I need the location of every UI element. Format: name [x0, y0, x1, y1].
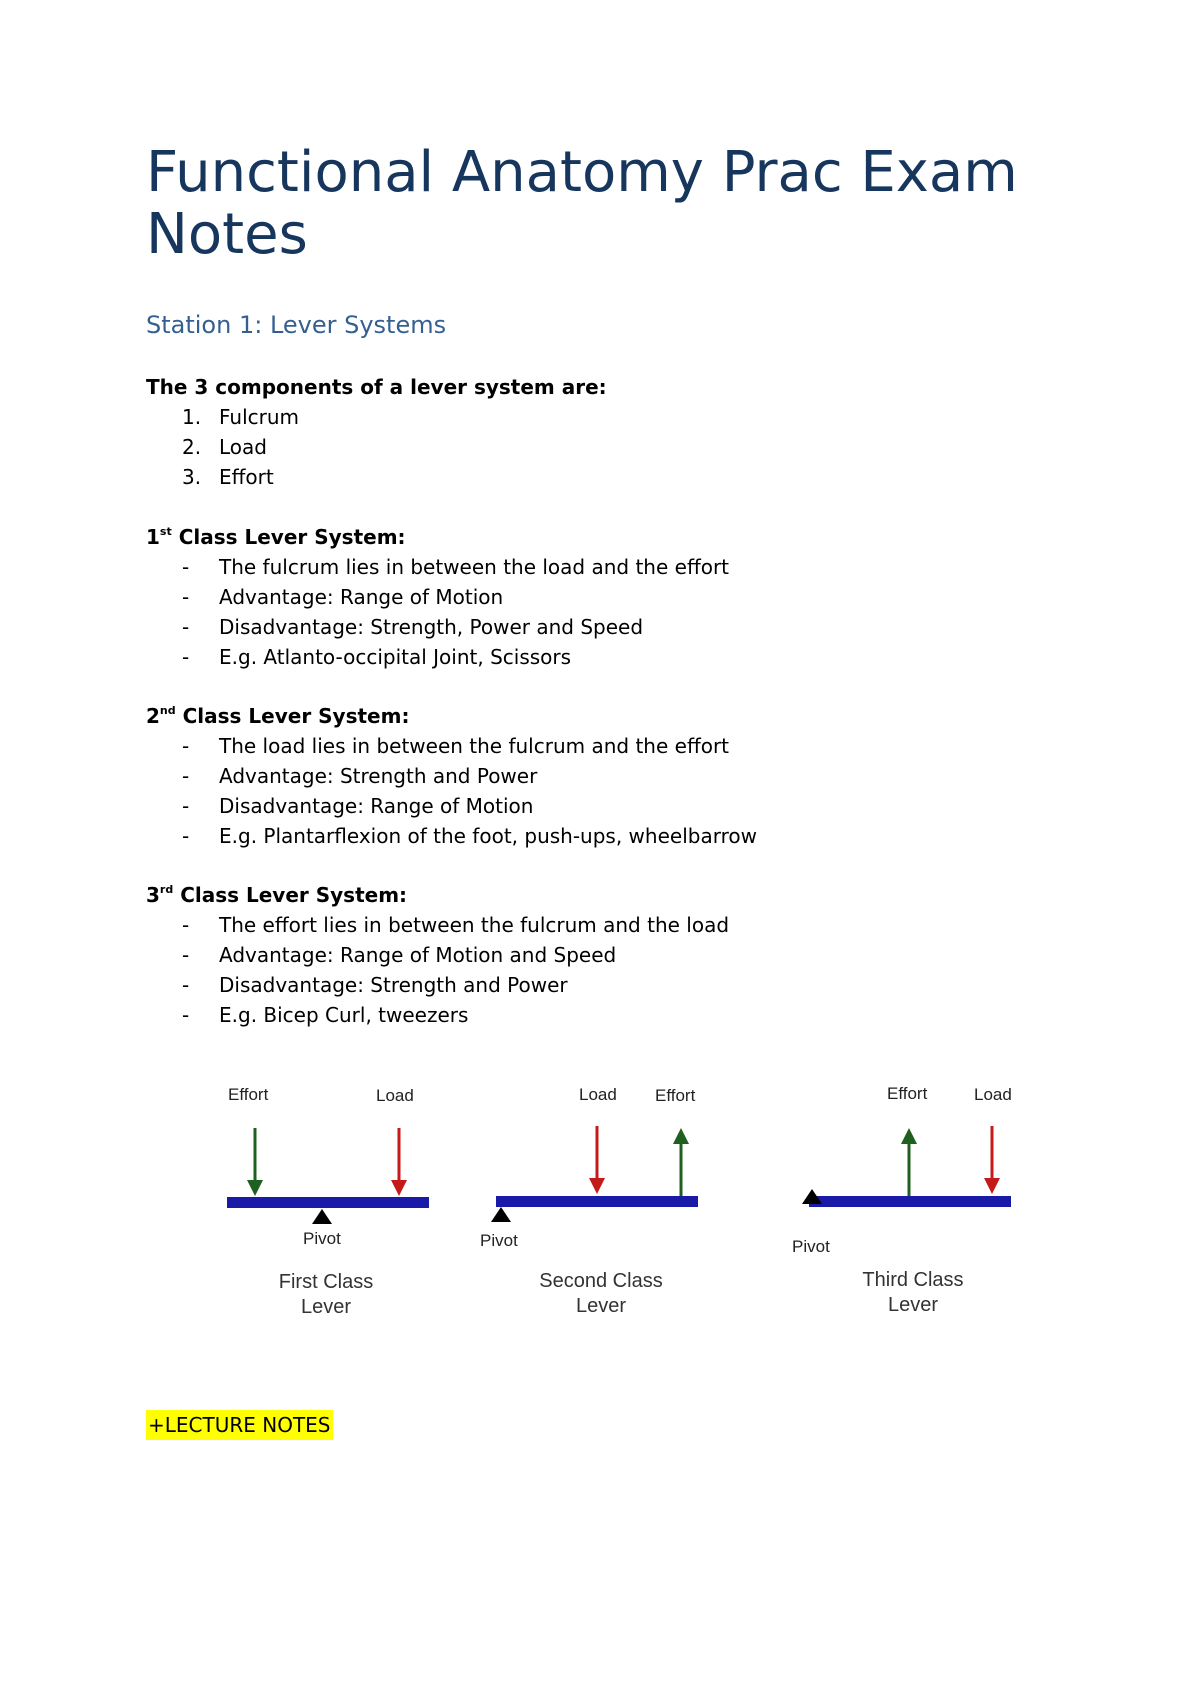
list-item-text: Disadvantage: Range of Motion [219, 794, 534, 818]
class-heading-text: Class Lever System: [171, 525, 406, 549]
list-marker: - [182, 973, 190, 997]
list-item [146, 940, 1096, 970]
diagram-caption: Second Class [539, 1270, 663, 1292]
list-item [146, 462, 1096, 492]
list-marker: 1. [182, 405, 202, 429]
components-section [146, 372, 1096, 492]
load-arrow [391, 1128, 407, 1196]
pivot-triangle [491, 1207, 511, 1222]
list-item-text: Advantage: Range of Motion [219, 585, 504, 609]
list-marker: 3. [182, 465, 202, 489]
second-class-heading [146, 701, 1096, 731]
list-marker: - [182, 734, 190, 758]
load-label: Load [974, 1085, 1012, 1104]
effort-arrow [673, 1128, 689, 1196]
lever-beam [809, 1196, 1011, 1207]
class-ordinal: rd [159, 883, 174, 896]
station-heading: Station 1: Lever Systems [146, 311, 447, 339]
class-ordinal: st [159, 525, 172, 538]
load-arrow [589, 1126, 605, 1194]
list-item [146, 910, 1096, 940]
list-marker: - [182, 764, 190, 788]
load-label: Load [579, 1085, 617, 1104]
diagram-caption: Third Class [862, 1269, 964, 1291]
list-item-text: Advantage: Strength and Power [219, 764, 538, 788]
list-item-text: Disadvantage: Strength, Power and Speed [219, 615, 644, 639]
list-item [146, 402, 1096, 432]
class-number: 3 [146, 883, 160, 907]
list-item [146, 642, 1096, 672]
list-item [146, 1000, 1096, 1030]
lever-beam [496, 1196, 698, 1207]
document-title: Functional Anatomy Prac Exam Notes [146, 140, 1018, 267]
list-item [146, 821, 1096, 851]
list-marker: - [182, 1003, 190, 1027]
diagram-caption: Lever [575, 1295, 627, 1317]
class-number: 2 [146, 704, 160, 728]
list-item-text: E.g. Atlanto-occipital Joint, Scissors [219, 645, 572, 669]
effort-label: Effort [887, 1084, 928, 1103]
list-item-text: The load lies in between the fulcrum and the effort [219, 734, 730, 758]
third-class-lever-diagram [792, 1084, 1012, 1316]
list-item [146, 761, 1096, 791]
list-item-text: E.g. Plantarflexion of the foot, push-ups, wheelbarrow [219, 824, 757, 848]
list-item [146, 970, 1096, 1000]
list-item-text: Fulcrum [219, 405, 300, 429]
effort-arrow [247, 1128, 263, 1196]
list-marker: - [182, 794, 190, 818]
effort-label: Effort [228, 1085, 269, 1104]
class-ordinal: nd [159, 704, 176, 717]
diagram-caption: Lever [887, 1294, 939, 1316]
list-item-text: The fulcrum lies in between the load and the effort [219, 555, 730, 579]
pivot-label: Pivot [303, 1229, 341, 1248]
list-item-text: Disadvantage: Strength and Power [219, 973, 568, 997]
first-class-section [146, 522, 1096, 672]
list-marker: - [182, 913, 190, 937]
list-marker: - [182, 585, 190, 609]
list-item [146, 582, 1096, 612]
list-item [146, 432, 1096, 462]
diagram-caption: First Class [278, 1271, 374, 1293]
class-heading-text: Class Lever System: [173, 883, 408, 907]
effort-arrow [901, 1128, 917, 1196]
pivot-triangle [312, 1209, 332, 1224]
components-lead: The 3 components of a lever system are: [146, 375, 607, 399]
lever-beam [227, 1197, 429, 1208]
list-item-text: The effort lies in between the fulcrum and the load [219, 913, 730, 937]
list-item [146, 731, 1096, 761]
load-label: Load [376, 1086, 414, 1105]
third-class-section [146, 880, 1096, 1030]
first-class-heading [146, 522, 1096, 552]
class-heading-text: Class Lever System: [175, 704, 410, 728]
class-number: 1 [146, 525, 160, 549]
pivot-label: Pivot [792, 1237, 830, 1256]
list-item [146, 552, 1096, 582]
list-marker: - [182, 943, 190, 967]
second-class-lever-diagram [480, 1085, 698, 1317]
list-item-text: Advantage: Range of Motion and Speed [219, 943, 617, 967]
third-class-heading [146, 880, 1096, 910]
list-item-text: Effort [219, 465, 274, 489]
list-item-text: Load [219, 435, 267, 459]
list-marker: - [182, 824, 190, 848]
lever-diagrams [200, 1070, 1040, 1340]
diagram-caption: Lever [300, 1296, 352, 1318]
load-arrow [984, 1126, 1000, 1194]
list-item [146, 612, 1096, 642]
list-item [146, 791, 1096, 821]
list-marker: 2. [182, 435, 202, 459]
list-item-text: E.g. Bicep Curl, tweezers [219, 1003, 469, 1027]
list-marker: - [182, 555, 190, 579]
list-marker: - [182, 615, 190, 639]
pivot-label: Pivot [480, 1231, 518, 1250]
first-class-lever-diagram [227, 1085, 429, 1318]
list-marker: - [182, 645, 190, 669]
second-class-section [146, 701, 1096, 851]
lecture-notes-highlight: +LECTURE NOTES [146, 1410, 333, 1440]
effort-label: Effort [655, 1086, 696, 1105]
